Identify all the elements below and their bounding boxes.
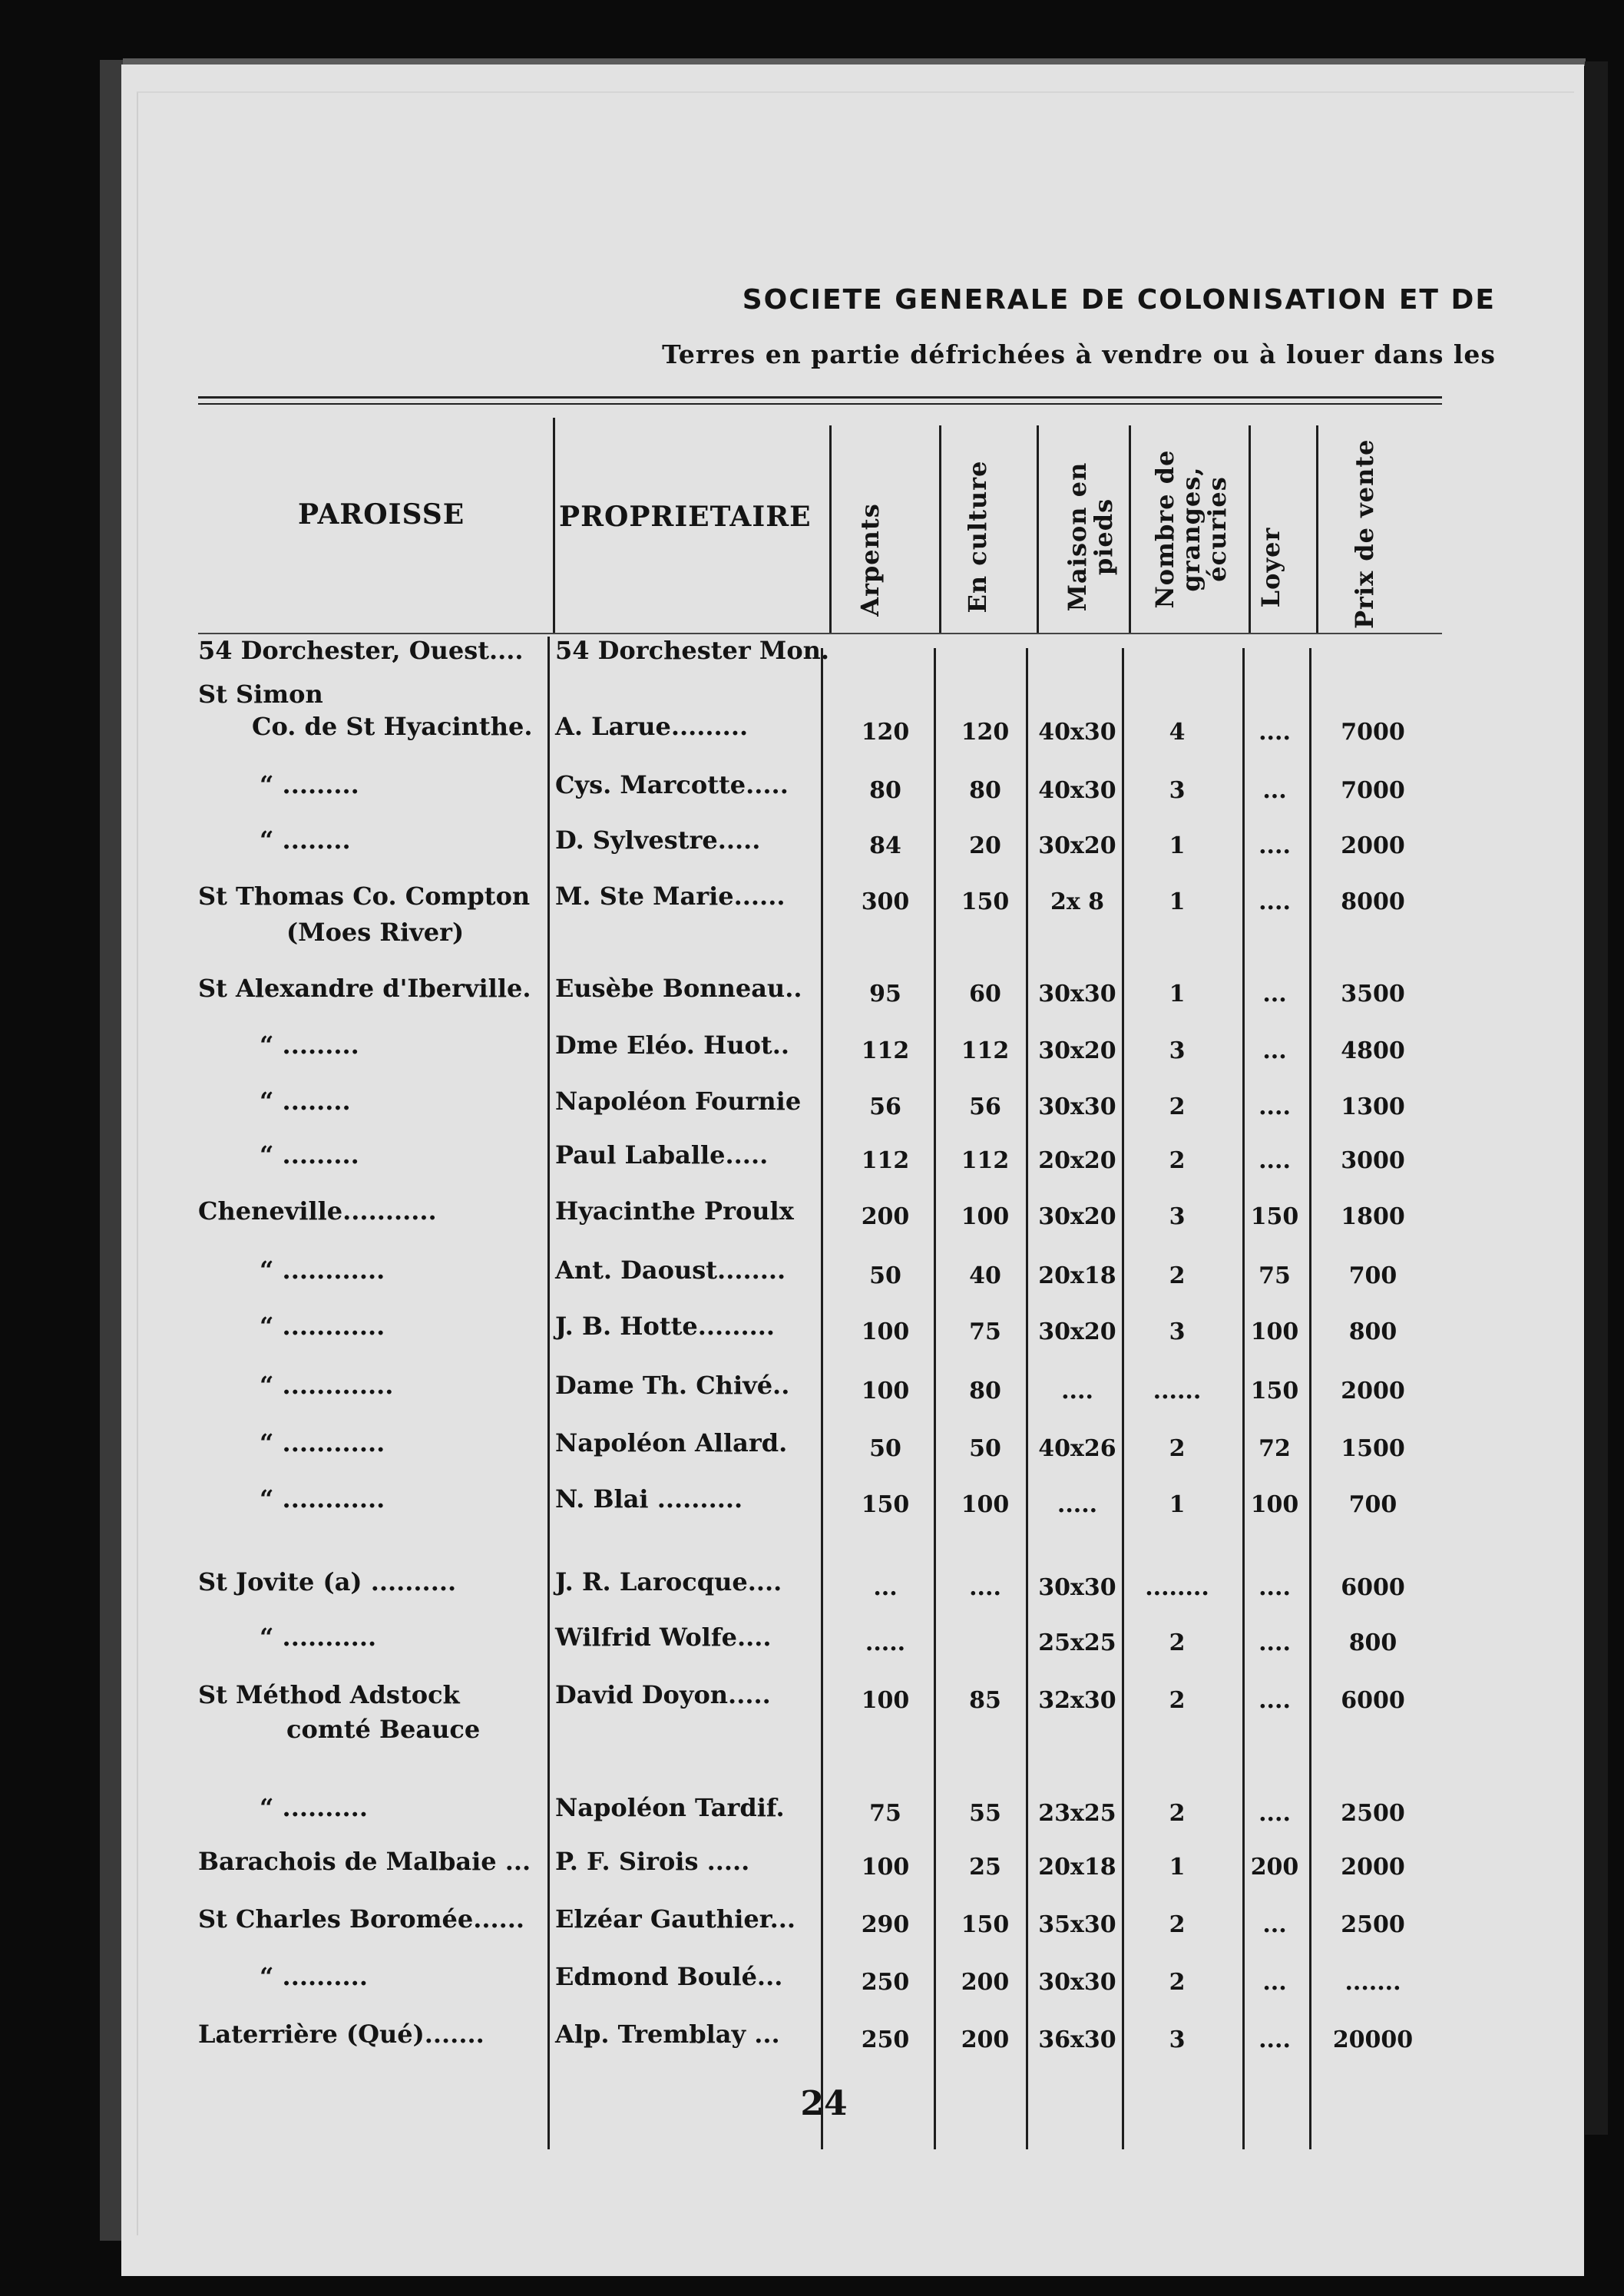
cell-maison: 20x20	[1038, 1147, 1116, 1174]
cell-loyer: 150	[1250, 1378, 1299, 1404]
cell-granges: 2	[1169, 1629, 1186, 1656]
cell-culture: 120	[961, 719, 1010, 746]
cell-arpents: 75	[869, 1800, 901, 1827]
cell-prix: 3500	[1341, 981, 1405, 1007]
cell-proprietaire: N. Blai ..........	[555, 1484, 743, 1514]
column-header-en-culture: En culture	[963, 460, 992, 614]
cell-maison: 35x30	[1038, 1911, 1116, 1938]
cell-paroisse: (Moes River)	[286, 918, 465, 947]
cell-paroisse: “ ........	[260, 1087, 351, 1116]
cell-prix: 7000	[1341, 719, 1405, 746]
cell-arpents: 50	[869, 1435, 901, 1462]
cell-proprietaire: J. R. Larocque....	[555, 1567, 782, 1596]
cell-culture: 100	[961, 1491, 1010, 1518]
cell-paroisse: Laterrière (Qué).......	[198, 2020, 485, 2049]
cell-proprietaire: David Doyon.....	[555, 1680, 771, 1709]
cell-granges: 3	[1169, 2026, 1186, 2053]
cell-arpents: 112	[861, 1037, 910, 1064]
cell-paroisse: St Simon	[198, 680, 323, 709]
cell-granges: 2	[1169, 1147, 1186, 1174]
cell-maison: 40x30	[1038, 777, 1116, 804]
cell-arpents: 112	[861, 1147, 910, 1174]
cell-prix: 1500	[1341, 1435, 1405, 1462]
cell-maison: 30x30	[1038, 1969, 1116, 1996]
cell-loyer: 100	[1250, 1491, 1299, 1518]
cell-loyer: ...	[1262, 981, 1287, 1007]
cell-loyer: ...	[1262, 1037, 1287, 1064]
cell-paroisse: “ ............	[260, 1312, 385, 1341]
cell-arpents: 150	[861, 1491, 910, 1518]
cell-culture: 80	[969, 1378, 1001, 1404]
cell-proprietaire: Paul Laballe.....	[555, 1140, 769, 1170]
cell-loyer: ...	[1262, 1969, 1287, 1996]
cell-prix: 8000	[1341, 888, 1405, 915]
cell-loyer: ...	[1262, 1911, 1287, 1938]
cell-granges: 2	[1169, 1800, 1186, 1827]
cell-proprietaire: Edmond Boulé...	[555, 1962, 783, 1991]
cell-maison: 40x30	[1038, 719, 1116, 746]
cell-paroisse: “ ............	[260, 1484, 385, 1514]
cell-culture: 112	[961, 1147, 1010, 1174]
cell-granges: 3	[1169, 1037, 1186, 1064]
cell-culture: 150	[961, 1911, 1010, 1938]
cell-proprietaire: Napoléon Allard.	[555, 1428, 788, 1457]
cell-maison: 40x26	[1038, 1435, 1116, 1462]
cell-maison: 30x30	[1038, 981, 1116, 1007]
cell-arpents: 290	[861, 1911, 910, 1938]
cell-prix: 2500	[1341, 1911, 1405, 1938]
cell-maison: 30x20	[1038, 1203, 1116, 1230]
cell-culture: 85	[969, 1687, 1001, 1714]
cell-arpents: ...	[873, 1574, 898, 1601]
cell-prix: .......	[1345, 1969, 1401, 1996]
cell-maison: 36x30	[1038, 2026, 1116, 2053]
cell-maison: .....	[1057, 1491, 1098, 1518]
cell-paroisse: “ .........	[260, 770, 359, 799]
cell-loyer: 100	[1250, 1318, 1299, 1345]
cell-culture: 80	[969, 777, 1001, 804]
cell-granges: 3	[1169, 777, 1186, 804]
page-number: 24	[800, 2084, 848, 2123]
cell-loyer: ....	[1259, 1093, 1291, 1120]
column-header-proprietaire: PROPRIETAIRE	[559, 501, 812, 533]
cell-maison: 25x25	[1038, 1629, 1116, 1656]
column-header-paroisse: PAROISSE	[298, 498, 465, 531]
cell-prix: 20000	[1332, 2026, 1414, 2053]
cell-prix: 6000	[1341, 1687, 1405, 1714]
cell-loyer: 200	[1250, 1854, 1299, 1881]
cell-culture: 200	[961, 2026, 1010, 2053]
cell-proprietaire: Elzéar Gauthier...	[555, 1904, 796, 1934]
cell-proprietaire: 54 Dorchester Mon.	[555, 636, 830, 665]
cell-loyer: ....	[1259, 888, 1291, 915]
cell-maison: 20x18	[1038, 1854, 1116, 1881]
column-divider	[939, 425, 941, 633]
cell-granges: 3	[1169, 1203, 1186, 1230]
cell-granges: ........	[1145, 1574, 1209, 1601]
cell-maison: 30x30	[1038, 1093, 1116, 1120]
column-divider	[553, 418, 555, 633]
cell-loyer: 72	[1259, 1435, 1291, 1462]
cell-proprietaire: J. B. Hotte.........	[555, 1312, 776, 1341]
scan-edge-left	[100, 60, 123, 2241]
cell-culture: 75	[969, 1318, 1001, 1345]
cell-prix: 7000	[1341, 777, 1405, 804]
column-divider	[1316, 425, 1318, 633]
cell-arpents: 300	[861, 888, 910, 915]
cell-prix: 4800	[1341, 1037, 1405, 1064]
cell-granges: 1	[1169, 832, 1186, 859]
cell-culture: 40	[969, 1262, 1001, 1289]
cell-culture: 56	[969, 1093, 1001, 1120]
header-rule-thin	[198, 403, 1442, 405]
column-divider	[1129, 425, 1131, 633]
cell-paroisse: St Thomas Co. Compton	[198, 882, 531, 911]
cell-prix: 1800	[1341, 1203, 1405, 1230]
cell-prix: 800	[1348, 1629, 1397, 1656]
cell-prix: 700	[1348, 1491, 1397, 1518]
cell-paroisse: “ ........	[260, 825, 351, 855]
cell-prix: 2000	[1341, 1854, 1405, 1881]
cell-proprietaire: Ant. Daoust........	[555, 1256, 786, 1285]
cell-culture: 100	[961, 1203, 1010, 1230]
cell-arpents: 56	[869, 1093, 901, 1120]
cell-arpents: .....	[865, 1629, 906, 1656]
cell-arpents: 250	[861, 2026, 910, 2053]
cell-proprietaire: P. F. Sirois .....	[555, 1847, 750, 1876]
cell-granges: 2	[1169, 1262, 1186, 1289]
scan-edge-right	[1585, 61, 1608, 2135]
cell-prix: 800	[1348, 1318, 1397, 1345]
column-header-arpents: Arpents	[855, 503, 885, 617]
cell-arpents: 100	[861, 1378, 910, 1404]
cell-loyer: ....	[1259, 1574, 1291, 1601]
column-divider	[829, 425, 832, 633]
cell-granges: 2	[1169, 1093, 1186, 1120]
cell-loyer: 75	[1259, 1262, 1291, 1289]
cell-loyer: ....	[1259, 719, 1291, 746]
cell-granges: 1	[1169, 981, 1186, 1007]
column-header-rule	[198, 633, 1442, 634]
cell-granges: 1	[1169, 888, 1186, 915]
column-header-granges: Nombre de granges, écuries	[1150, 449, 1232, 609]
cell-proprietaire: Wilfrid Wolfe....	[555, 1623, 772, 1652]
cell-arpents: 100	[861, 1687, 910, 1714]
cell-prix: 6000	[1341, 1574, 1405, 1601]
cell-maison: 20x18	[1038, 1262, 1116, 1289]
cell-granges: 2	[1169, 1687, 1186, 1714]
cell-loyer: ....	[1259, 832, 1291, 859]
cell-paroisse: “ .........	[260, 1140, 359, 1170]
cell-granges: 1	[1169, 1491, 1186, 1518]
cell-prix: 2500	[1341, 1800, 1405, 1827]
cell-arpents: 84	[869, 832, 901, 859]
column-header-maison: Maison en pieds	[1063, 462, 1118, 612]
cell-culture: 20	[969, 832, 1001, 859]
cell-loyer: ....	[1259, 1687, 1291, 1714]
cell-proprietaire: Eusèbe Bonneau..	[555, 974, 802, 1003]
column-divider	[547, 637, 550, 2149]
cell-culture: 50	[969, 1435, 1001, 1462]
cell-maison: 32x30	[1038, 1687, 1116, 1714]
column-divider	[1037, 425, 1039, 633]
cell-maison: 30x20	[1038, 1318, 1116, 1345]
document-page	[121, 65, 1584, 2276]
cell-paroisse: St Jovite (a) ..........	[198, 1567, 457, 1596]
cell-culture: 112	[961, 1037, 1010, 1064]
cell-proprietaire: Dame Th. Chivé..	[555, 1371, 790, 1400]
column-header-prix: Prix de vente	[1350, 438, 1379, 629]
cell-granges: 4	[1169, 719, 1186, 746]
cell-paroisse: St Méthod Adstock	[198, 1680, 460, 1709]
cell-arpents: 100	[861, 1854, 910, 1881]
cell-paroisse: 54 Dorchester, Ouest....	[198, 636, 524, 665]
cell-proprietaire: Hyacinthe Proulx	[555, 1196, 794, 1226]
cell-paroisse: Barachois de Malbaie ...	[198, 1847, 531, 1876]
cell-paroisse: “ ..........	[260, 1962, 368, 1991]
cell-maison: 30x20	[1038, 1037, 1116, 1064]
cell-paroisse: St Charles Boromée......	[198, 1904, 525, 1934]
cell-paroisse: St Alexandre d'Iberville.	[198, 974, 531, 1003]
header-rule	[198, 396, 1442, 399]
cell-loyer: ....	[1259, 1800, 1291, 1827]
document-subtitle: Terres en partie défrichées à vendre ou à louer dans les	[662, 339, 1496, 369]
cell-prix: 2000	[1341, 1378, 1405, 1404]
cell-culture: 200	[961, 1969, 1010, 1996]
cell-proprietaire: Alp. Tremblay ...	[555, 2020, 780, 2049]
cell-granges: 2	[1169, 1911, 1186, 1938]
cell-paroisse: comté Beauce	[286, 1715, 481, 1744]
cell-culture: 60	[969, 981, 1001, 1007]
cell-prix: 3000	[1341, 1147, 1405, 1174]
cell-paroisse: “ .............	[260, 1371, 394, 1400]
cell-granges: 1	[1169, 1854, 1186, 1881]
cell-culture: 25	[969, 1854, 1001, 1881]
cell-paroisse: “ ...........	[260, 1623, 377, 1652]
cell-proprietaire: Napoléon Tardif.	[555, 1793, 785, 1822]
cell-paroisse: “ ..........	[260, 1793, 368, 1822]
cell-loyer: ....	[1259, 2026, 1291, 2053]
cell-loyer: ....	[1259, 1147, 1291, 1174]
cell-culture: 55	[969, 1800, 1001, 1827]
cell-prix: 1300	[1341, 1093, 1405, 1120]
cell-paroisse: “ .........	[260, 1031, 359, 1060]
cell-proprietaire: D. Sylvestre.....	[555, 825, 761, 855]
cell-maison: 23x25	[1038, 1800, 1116, 1827]
cell-paroisse: “ ............	[260, 1256, 385, 1285]
cell-proprietaire: A. Larue.........	[555, 712, 749, 741]
cell-arpents: 95	[869, 981, 901, 1007]
cell-arpents: 250	[861, 1969, 910, 1996]
cell-granges: 2	[1169, 1969, 1186, 1996]
cell-arpents: 80	[869, 777, 901, 804]
cell-proprietaire: Napoléon Fournie	[555, 1087, 802, 1116]
cell-prix: 2000	[1341, 832, 1405, 859]
cell-proprietaire: Cys. Marcotte.....	[555, 770, 789, 799]
cell-culture: ....	[969, 1574, 1001, 1601]
cell-loyer: ...	[1262, 777, 1287, 804]
cell-loyer: ....	[1259, 1629, 1291, 1656]
cell-arpents: 200	[861, 1203, 910, 1230]
cell-prix: 700	[1348, 1262, 1397, 1289]
cell-granges: 2	[1169, 1435, 1186, 1462]
cell-proprietaire: Dme Eléo. Huot..	[555, 1031, 789, 1060]
cell-maison: ....	[1061, 1378, 1093, 1404]
column-divider	[821, 648, 823, 2149]
cell-maison: 2x 8	[1050, 888, 1105, 915]
cell-maison: 30x20	[1038, 832, 1116, 859]
cell-granges: ......	[1153, 1378, 1202, 1404]
cell-culture: 150	[961, 888, 1010, 915]
column-header-loyer: Loyer	[1256, 527, 1285, 608]
cell-proprietaire: M. Ste Marie......	[555, 882, 786, 911]
cell-maison: 30x30	[1038, 1574, 1116, 1601]
column-divider	[1249, 425, 1251, 633]
cell-granges: 3	[1169, 1318, 1186, 1345]
document-title: SOCIETE GENERALE DE COLONISATION ET DE	[742, 284, 1496, 316]
cell-paroisse: “ ............	[260, 1428, 385, 1457]
cell-arpents: 50	[869, 1262, 901, 1289]
cell-loyer: 150	[1250, 1203, 1299, 1230]
cell-arpents: 120	[861, 719, 910, 746]
cell-paroisse: Co. de St Hyacinthe.	[252, 712, 533, 741]
cell-arpents: 100	[861, 1318, 910, 1345]
cell-paroisse: Cheneville...........	[198, 1196, 437, 1226]
